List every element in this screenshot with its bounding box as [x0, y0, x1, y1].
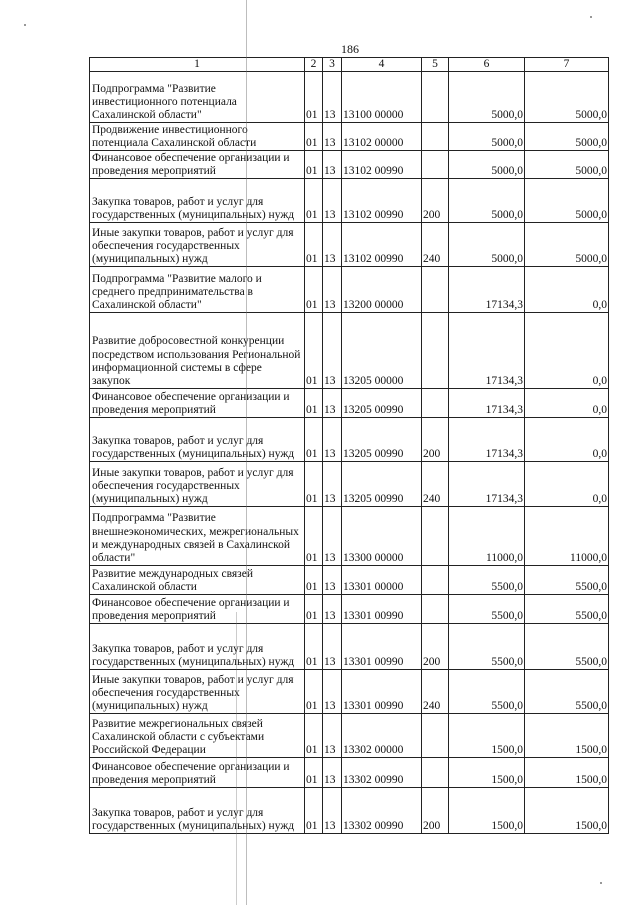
amount-year-2: 5500,0	[525, 566, 609, 595]
expense-type-code: 200	[422, 624, 449, 670]
amount-year-2: 0,0	[525, 418, 609, 462]
target-article-code: 13300 00000	[342, 507, 422, 566]
header-col-3: 3	[323, 58, 342, 72]
target-article-code: 13302 00990	[342, 788, 422, 834]
expense-type-code	[422, 758, 449, 788]
subsection-code: 13	[323, 788, 342, 834]
amount-year-2: 5500,0	[525, 670, 609, 714]
amount-year-1: 17134,3	[449, 418, 525, 462]
amount-year-1: 5000,0	[449, 72, 525, 123]
row-name: Финансовое обеспечение организации и проведения мероприятий	[90, 389, 305, 418]
amount-year-2: 5500,0	[525, 595, 609, 624]
section-code: 01	[305, 179, 323, 223]
row-name: Иные закупки товаров, работ и услуг для обеспечения государственных (муниципальных) нужд	[90, 670, 305, 714]
target-article-code: 13200 00000	[342, 267, 422, 313]
section-code: 01	[305, 758, 323, 788]
target-article-code: 13301 00000	[342, 566, 422, 595]
amount-year-1: 5000,0	[449, 123, 525, 151]
scan-fold-line	[246, 0, 247, 905]
section-code: 01	[305, 72, 323, 123]
row-name: Финансовое обеспечение организации и проведения мероприятий	[90, 151, 305, 179]
target-article-code: 13102 00990	[342, 223, 422, 267]
subsection-code: 13	[323, 670, 342, 714]
amount-year-1: 5000,0	[449, 179, 525, 223]
table-row	[90, 72, 609, 123]
section-code: 01	[305, 566, 323, 595]
target-article-code: 13205 00990	[342, 462, 422, 507]
subsection-code: 13	[323, 714, 342, 758]
row-name: Иные закупки товаров, работ и услуг для обеспечения государственных (муниципальных) нужд	[90, 462, 305, 507]
section-code: 01	[305, 788, 323, 834]
subsection-code: 13	[323, 758, 342, 788]
scan-speck	[600, 882, 602, 884]
subsection-code: 13	[323, 123, 342, 151]
target-article-code: 13205 00990	[342, 418, 422, 462]
header-col-1: 1	[90, 58, 305, 72]
table-row	[90, 389, 609, 418]
subsection-code: 13	[323, 151, 342, 179]
row-name: Развитие международных связей Сахалинской области	[90, 566, 305, 595]
amount-year-1: 5500,0	[449, 624, 525, 670]
amount-year-1: 1500,0	[449, 714, 525, 758]
expense-type-code: 200	[422, 788, 449, 834]
amount-year-1: 1500,0	[449, 758, 525, 788]
expense-type-code: 240	[422, 462, 449, 507]
subsection-code: 13	[323, 313, 342, 389]
table-row	[90, 758, 609, 788]
amount-year-2: 0,0	[525, 313, 609, 389]
amount-year-1: 11000,0	[449, 507, 525, 566]
expense-type-code	[422, 123, 449, 151]
row-name: Иные закупки товаров, работ и услуг для обеспечения государственных (муниципальных) нужд	[90, 223, 305, 267]
subsection-code: 13	[323, 267, 342, 313]
table-row	[90, 418, 609, 462]
amount-year-2: 0,0	[525, 462, 609, 507]
expense-type-code	[422, 72, 449, 123]
table-row	[90, 223, 609, 267]
subsection-code: 13	[323, 179, 342, 223]
target-article-code: 13102 00990	[342, 179, 422, 223]
expense-type-code	[422, 151, 449, 179]
section-code: 01	[305, 624, 323, 670]
amount-year-1: 5500,0	[449, 595, 525, 624]
target-article-code: 13102 00990	[342, 151, 422, 179]
section-code: 01	[305, 507, 323, 566]
target-article-code: 13205 00000	[342, 313, 422, 389]
amount-year-2: 5000,0	[525, 123, 609, 151]
table-row	[90, 566, 609, 595]
amount-year-1: 5000,0	[449, 223, 525, 267]
amount-year-1: 17134,3	[449, 267, 525, 313]
table-row	[90, 151, 609, 179]
row-name: Подпрограмма "Развитие малого и среднего предпринимательства в Сахалинской области"	[90, 267, 305, 313]
target-article-code: 13100 00000	[342, 72, 422, 123]
table-row	[90, 507, 609, 566]
subsection-code: 13	[323, 223, 342, 267]
section-code: 01	[305, 418, 323, 462]
budget-table	[89, 57, 609, 834]
table-header-row	[90, 58, 609, 72]
table-row	[90, 788, 609, 834]
table-row	[90, 267, 609, 313]
amount-year-2: 1500,0	[525, 714, 609, 758]
table-row	[90, 462, 609, 507]
row-name: Продвижение инвестиционного потенциала Сахалинской области	[90, 123, 305, 151]
amount-year-2: 0,0	[525, 267, 609, 313]
expense-type-code: 200	[422, 418, 449, 462]
subsection-code: 13	[323, 624, 342, 670]
page-number: 186	[341, 42, 359, 56]
amount-year-2: 0,0	[525, 389, 609, 418]
section-code: 01	[305, 595, 323, 624]
amount-year-2: 1500,0	[525, 758, 609, 788]
section-code: 01	[305, 462, 323, 507]
amount-year-2: 11000,0	[525, 507, 609, 566]
amount-year-1: 5500,0	[449, 566, 525, 595]
expense-type-code: 200	[422, 179, 449, 223]
subsection-code: 13	[323, 507, 342, 566]
expense-type-code	[422, 566, 449, 595]
amount-year-1: 17134,3	[449, 313, 525, 389]
section-code: 01	[305, 223, 323, 267]
table-row	[90, 179, 609, 223]
subsection-code: 13	[323, 566, 342, 595]
amount-year-1: 5000,0	[449, 151, 525, 179]
header-col-4: 4	[342, 58, 422, 72]
table-row	[90, 670, 609, 714]
section-code: 01	[305, 389, 323, 418]
row-name: Развитие добросовестной конкуренции посредством использования Региональной информационной системы в сфере закупок	[90, 313, 305, 389]
target-article-code: 13301 00990	[342, 670, 422, 714]
subsection-code: 13	[323, 418, 342, 462]
subsection-code: 13	[323, 595, 342, 624]
row-name: Закупка товаров, работ и услуг для государственных (муниципальных) нужд	[90, 788, 305, 834]
table-row	[90, 714, 609, 758]
expense-type-code	[422, 389, 449, 418]
section-code: 01	[305, 313, 323, 389]
target-article-code: 13301 00990	[342, 595, 422, 624]
section-code: 01	[305, 670, 323, 714]
table-row	[90, 624, 609, 670]
target-article-code: 13102 00000	[342, 123, 422, 151]
scan-speck	[24, 24, 26, 26]
row-name: Закупка товаров, работ и услуг для государственных (муниципальных) нужд	[90, 624, 305, 670]
amount-year-2: 5500,0	[525, 624, 609, 670]
expense-type-code: 240	[422, 670, 449, 714]
subsection-code: 13	[323, 72, 342, 123]
amount-year-2: 1500,0	[525, 788, 609, 834]
row-name: Подпрограмма "Развитие инвестиционного потенциала Сахалинской области"	[90, 72, 305, 123]
amount-year-2: 5000,0	[525, 179, 609, 223]
target-article-code: 13205 00990	[342, 389, 422, 418]
section-code: 01	[305, 151, 323, 179]
expense-type-code	[422, 313, 449, 389]
row-name: Развитие межрегиональных связей Сахалинской области с субъектами Российской Федерации	[90, 714, 305, 758]
target-article-code: 13302 00990	[342, 758, 422, 788]
expense-type-code: 240	[422, 223, 449, 267]
table-row	[90, 123, 609, 151]
subsection-code: 13	[323, 462, 342, 507]
subsection-code: 13	[323, 389, 342, 418]
section-code: 01	[305, 123, 323, 151]
header-col-2: 2	[305, 58, 323, 72]
table-row	[90, 313, 609, 389]
amount-year-1: 17134,3	[449, 389, 525, 418]
section-code: 01	[305, 714, 323, 758]
amount-year-2: 5000,0	[525, 223, 609, 267]
expense-type-code	[422, 507, 449, 566]
scan-speck	[590, 16, 592, 18]
header-col-7: 7	[525, 58, 609, 72]
expense-type-code	[422, 595, 449, 624]
target-article-code: 13302 00000	[342, 714, 422, 758]
amount-year-2: 5000,0	[525, 72, 609, 123]
row-name: Финансовое обеспечение организации и проведения мероприятий	[90, 758, 305, 788]
row-name: Подпрограмма "Развитие внешнеэкономических, межрегиональных и международных связей в Сахалинской области"	[90, 507, 305, 566]
header-col-5: 5	[422, 58, 449, 72]
amount-year-2: 5000,0	[525, 151, 609, 179]
header-col-6: 6	[449, 58, 525, 72]
row-name: Финансовое обеспечение организации и проведения мероприятий	[90, 595, 305, 624]
row-name: Закупка товаров, работ и услуг для государственных (муниципальных) нужд	[90, 418, 305, 462]
row-name: Закупка товаров, работ и услуг для государственных (муниципальных) нужд	[90, 179, 305, 223]
expense-type-code	[422, 714, 449, 758]
amount-year-1: 5500,0	[449, 670, 525, 714]
scan-fold-line	[236, 612, 237, 905]
section-code: 01	[305, 267, 323, 313]
amount-year-1: 17134,3	[449, 462, 525, 507]
expense-type-code	[422, 267, 449, 313]
amount-year-1: 1500,0	[449, 788, 525, 834]
table-row	[90, 595, 609, 624]
target-article-code: 13301 00990	[342, 624, 422, 670]
